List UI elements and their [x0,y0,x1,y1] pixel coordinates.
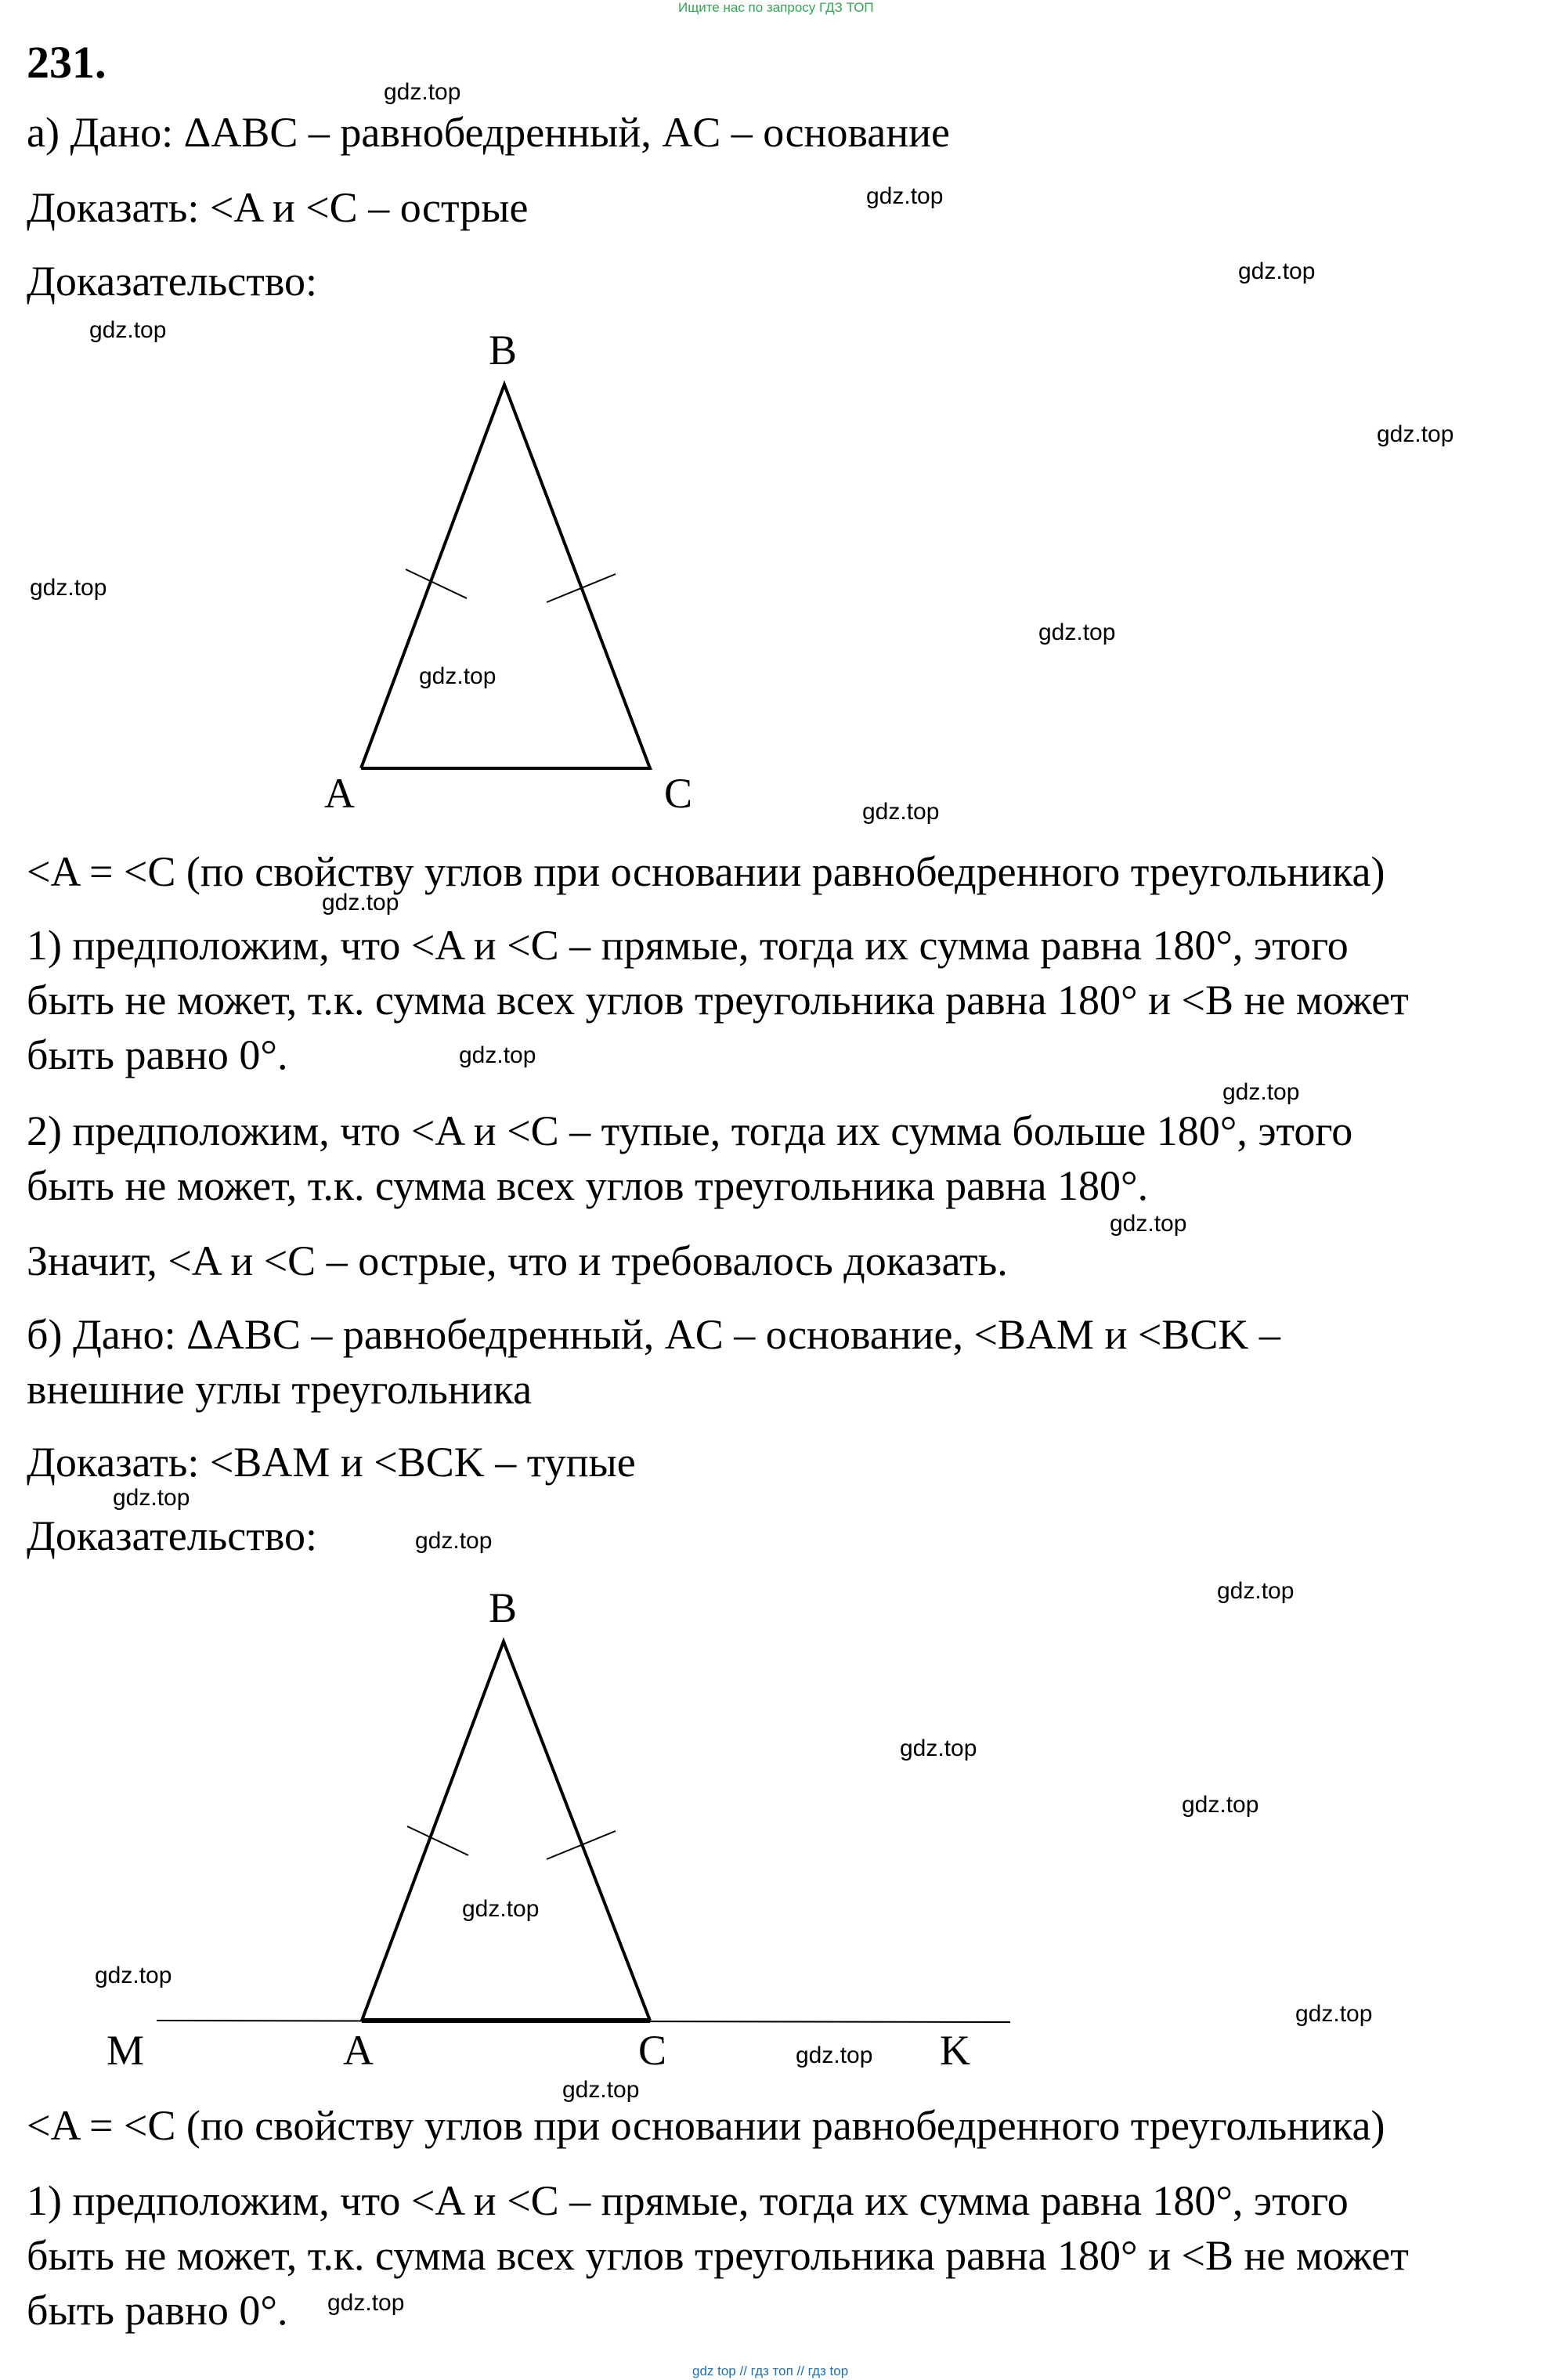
part-b-line-2: 1) предположим, что <A и <C – прямые, тогда их сумма равна 180°, этого [27,2177,1349,2224]
part-a-prove: Доказать: <A и <C – острые [27,184,529,231]
watermark: gdz.top [459,1042,536,1068]
tick-mark-bc [547,574,616,602]
watermark: gdz.top [113,1485,190,1511]
part-a-given: а) Дано: ΔABC – равнобедренный, AC – основание [27,109,950,156]
watermark: gdz.top [1222,1079,1300,1105]
part-a-line-2: 1) предположим, что <A и <C – прямые, тогда их сумма равна 180°, этого [27,922,1349,969]
tick-mark-ab-b [407,1826,468,1855]
part-a-line-1: <A = <C (по свойству углов при основании равнобедренного треугольника) [27,848,1385,895]
watermark: gdz.top [1377,421,1454,447]
watermark: gdz.top [866,183,944,209]
watermark: gdz.top [1238,258,1316,284]
watermark: gdz.top [1182,1792,1259,1818]
part-b-proof-heading: Доказательство: [27,1512,317,1559]
part-a-line-4: быть равно 0°. [27,1031,288,1078]
part-b-given-2: внешние углы треугольника [27,1366,533,1413]
watermark: gdz.top [1217,1578,1295,1604]
watermark: gdz.top [1295,2001,1373,2027]
triangle-b-sides [362,1641,650,2021]
vertex-label-a-2: A [343,2027,374,2074]
watermark: gdz.top [384,79,461,105]
tick-mark-ab [406,569,467,598]
part-a-line-3: быть не может, т.к. сумма всех углов треугольника равна 180° и <B не может [27,977,1409,1024]
part-a-line-5: 2) предположим, что <A и <C – тупые, тогда их сумма больше 180°, этого [27,1107,1353,1154]
part-b-prove: Доказать: <BAM и <BCK – тупые [27,1439,636,1486]
vertex-label-b: B [489,327,518,374]
part-a-proof-heading: Доказательство: [27,258,317,305]
watermark: gdz.top [462,1896,540,1922]
watermark: gdz.top [862,799,940,825]
vertex-label-c-2: C [638,2027,667,2074]
tick-mark-bc-b [547,1831,616,1859]
vertex-label-c: C [664,770,693,817]
watermark: gdz.top [30,575,107,601]
triangle-figure-a [298,368,705,807]
watermark: gdz.top [419,663,497,689]
watermark: gdz.top [95,1963,172,1988]
vertex-label-a: A [324,770,355,817]
point-label-m: M [107,2027,145,2074]
footer-links[interactable]: gdz top // гдз топ // гдз top [692,2364,849,2378]
triangle-figure-b [141,1629,1034,2036]
watermark: gdz.top [415,1528,493,1554]
part-b-given-1: б) Дано: ΔABC – равнобедренный, AC – основание, <BAM и <BCK – [27,1311,1280,1358]
header-search-hint[interactable]: Ищите нас по запросу ГДЗ ТОП [678,0,874,15]
watermark: gdz.top [562,2077,640,2103]
part-b-line-1: <A = <C (по свойству углов при основании равнобедренного треугольника) [27,2102,1385,2149]
part-b-line-3: быть не может, т.к. сумма всех углов треугольника равна 180° и <B не может [27,2232,1409,2279]
part-b-line-4: быть равно 0°. [27,2287,288,2334]
vertex-label-b-2: B [489,1584,518,1631]
task-number: 231. [27,37,107,88]
part-a-conclusion: Значит, <A и <C – острые, что и требовалось доказать. [27,1237,1008,1284]
watermark: gdz.top [89,317,167,343]
watermark: gdz.top [327,2290,405,2316]
watermark: gdz.top [900,1735,977,1761]
triangle-a-sides [361,385,650,768]
point-label-k: K [940,2027,970,2074]
watermark: gdz.top [1038,619,1116,645]
watermark: gdz.top [796,2042,873,2068]
watermark: gdz.top [322,890,399,916]
watermark: gdz.top [1110,1211,1187,1237]
part-a-line-6: быть не может, т.к. сумма всех углов треугольника равна 180°. [27,1162,1149,1209]
